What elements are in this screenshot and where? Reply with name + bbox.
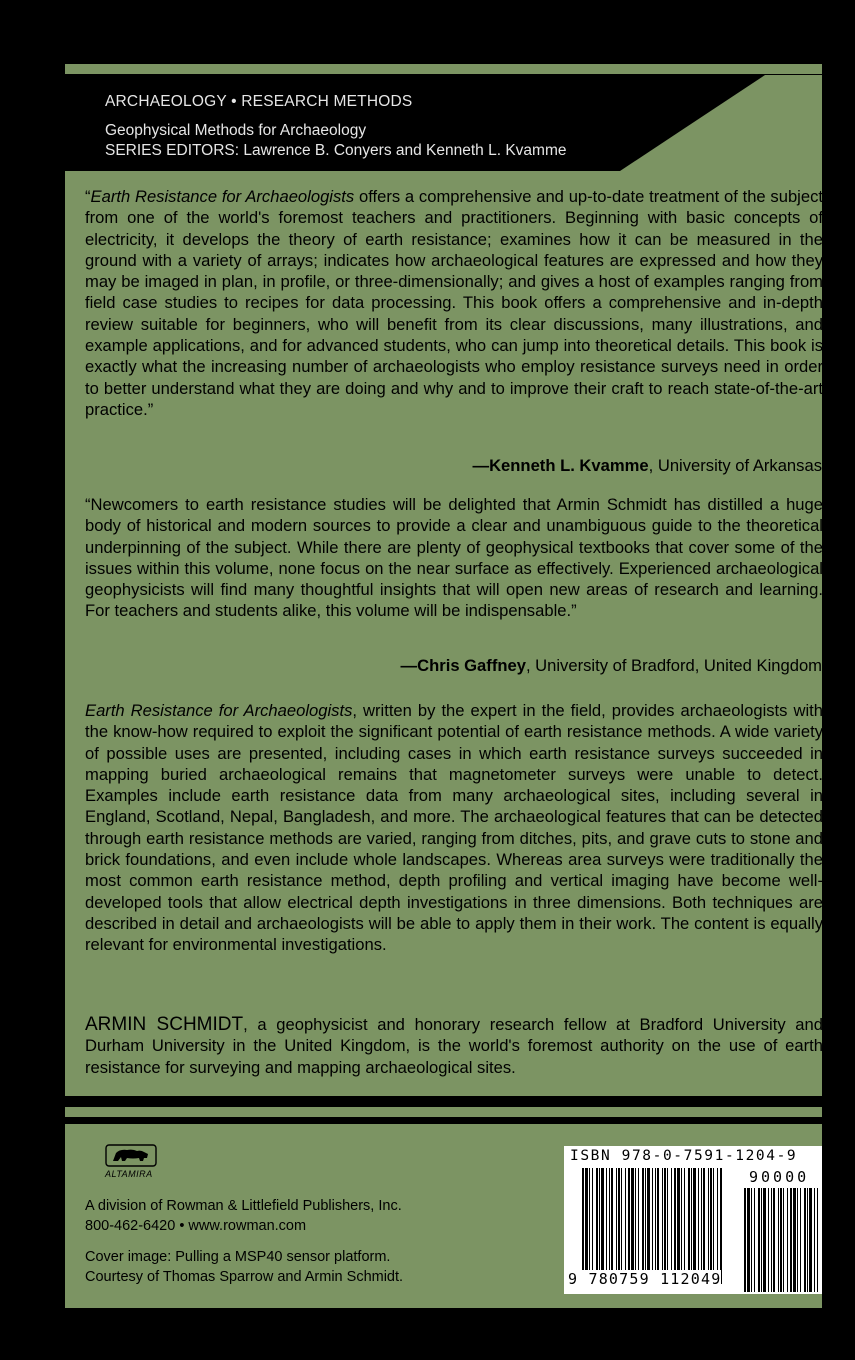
back-cover-text-panel	[65, 171, 822, 1096]
price-code: 90000	[749, 1168, 810, 1186]
publisher-footer	[65, 1124, 822, 1308]
series-header	[65, 75, 822, 171]
logo-wordmark: ALTAMIRA	[105, 1169, 153, 1179]
author-name: ARMIN SCHMIDT	[85, 1014, 244, 1035]
series-editors: SERIES EDITORS: Lawrence B. Conyers and Kenneth L. Kvamme	[105, 142, 567, 159]
book-title: Earth Resistance for Archaeologists	[85, 701, 353, 720]
ean-digits: 9 780759 112049	[568, 1270, 722, 1288]
review-gaffney: “Newcomers to earth resistance studies will be delighted that Armin Schmidt has distilled a huge body of historical and modern sources to provide a clear and unambiguous guide to the theoretical underpinning of the subject. While there are plenty of geophysical textbooks that cover some of the issues within this volume, none focus on the near surface as effectively. Experienced archaeological geophysicists will find many thoughtful insights that will open new areas of research and learning. For teachers and students alike, this volume will be indispensable.”	[85, 495, 823, 621]
isbn-label: ISBN 978-0-7591-1204-9	[570, 1148, 798, 1164]
reviewer-name: —Kenneth L. Kvamme	[472, 456, 649, 475]
publisher-contact: 800-462-6420 • www.rowman.com	[85, 1218, 307, 1234]
book-description	[85, 700, 823, 956]
description-text: , written by the expert in the field, provides archaeologists with the know-how required to exploit the significant potential of earth resistance methods. A wide variety of possible uses are presented, including cases in which earth resistance surveys succeeded in mapping buried archaeological remains that magnetometer surveys were unable to detect. Examples include earth resistance data from many archaeological sites, including several in England, Scotland, Nepal, Bangladesh, and more. The archaeological features that can be detected through earth resistance methods are varied, ranging from ditches, pits, and grave cuts to stone and brick foundations, and even include whole landscapes. Whereas area surveys were traditionally the most common earth resistance method, depth profiling and vertical imaging have become well-developed tools that allow electrical depth investigations in three dimensions. Both techniques are described in detail and archaeologists will be able to apply them in their work. The content is equally relevant for environmental investigations.	[85, 701, 823, 955]
reviewer-name: —Chris Gaffney	[400, 656, 526, 675]
middle-green-band	[65, 1107, 822, 1117]
reviewer-affiliation: , University of Bradford, United Kingdom	[525, 656, 822, 675]
cover-credit-line2: Courtesy of Thomas Sparrow and Armin Schmidt.	[85, 1269, 404, 1285]
top-green-band	[65, 64, 822, 74]
review-kvamme-attribution	[472, 456, 822, 476]
cover-credit-line1: Cover image: Pulling a MSP40 sensor platform.	[85, 1249, 391, 1265]
altamira-logo	[103, 1142, 159, 1185]
review-kvamme-text: offers a comprehensive and up-to-date treatment of the subject from one of the world's foremost teachers and practitioners. Beginning with basic concepts of electricity, it develops the theory of earth resistance; examines how it can be measured in the ground with a variety of arrays; indicates how archaeological features are expressed and how they may be imaged in plan, in profile, or three-dimensionally; and gives a host of examples ranging from field case studies to recipes for data processing. This book offers a comprehensive and in-depth review suitable for beginners, who will benefit from its clear discussions, many illustrations, and example applications, and for advanced students, who can jump into theoretical details. This book is exactly what the increasing number of archaeologists who employ resistance surveys need in order to better understand what they are doing and why and to improve their craft to reach state-of-the-art practice.”	[85, 187, 823, 419]
series-name: Geophysical Methods for Archaeology	[105, 122, 367, 139]
book-title: Earth Resistance for Archaeologists	[90, 187, 355, 206]
review-gaffney-attribution	[401, 656, 822, 676]
isbn-barcode	[564, 1146, 822, 1294]
publisher-division: A division of Rowman & Littlefield Publishers, Inc.	[85, 1198, 402, 1214]
author-bio-text: , a geophysicist and honorary research fellow at Bradford University and Durham University in the United Kingdom, is the world's foremost authority on the use of earth resistance for surveying and mapping archaeological sites.	[85, 1015, 823, 1077]
series-line: ARCHAEOLOGY • RESEARCH METHODS	[105, 93, 413, 110]
review-kvamme: “Earth Resistance for Archaeologists offers a comprehensive and up-to-date treatment of the subject from one of the world's foremost teachers and practitioners. Beginning with basic concepts of electricity, it develops the theory of earth resistance; examines how it can be measured in the ground with a variety of arrays; indicates how archaeological features are expressed and how they may be imaged in plan, in profile, or three-dimensionally; and gives a host of examples ranging from field case studies to recipes for data processing. This book offers a comprehensive and in-depth review suitable for beginners, who will benefit from its clear discussions, many illustrations, and example applications, and for advanced students, who can jump into theoretical details. This book is exactly what the increasing number of archaeologists who employ resistance surveys need in order to better understand what they are doing and why and to improve their craft to reach state-of-the-art practice.”	[85, 187, 823, 419]
reviewer-affiliation: , University of Arkansas	[648, 456, 822, 475]
author-bio	[85, 1014, 823, 1078]
